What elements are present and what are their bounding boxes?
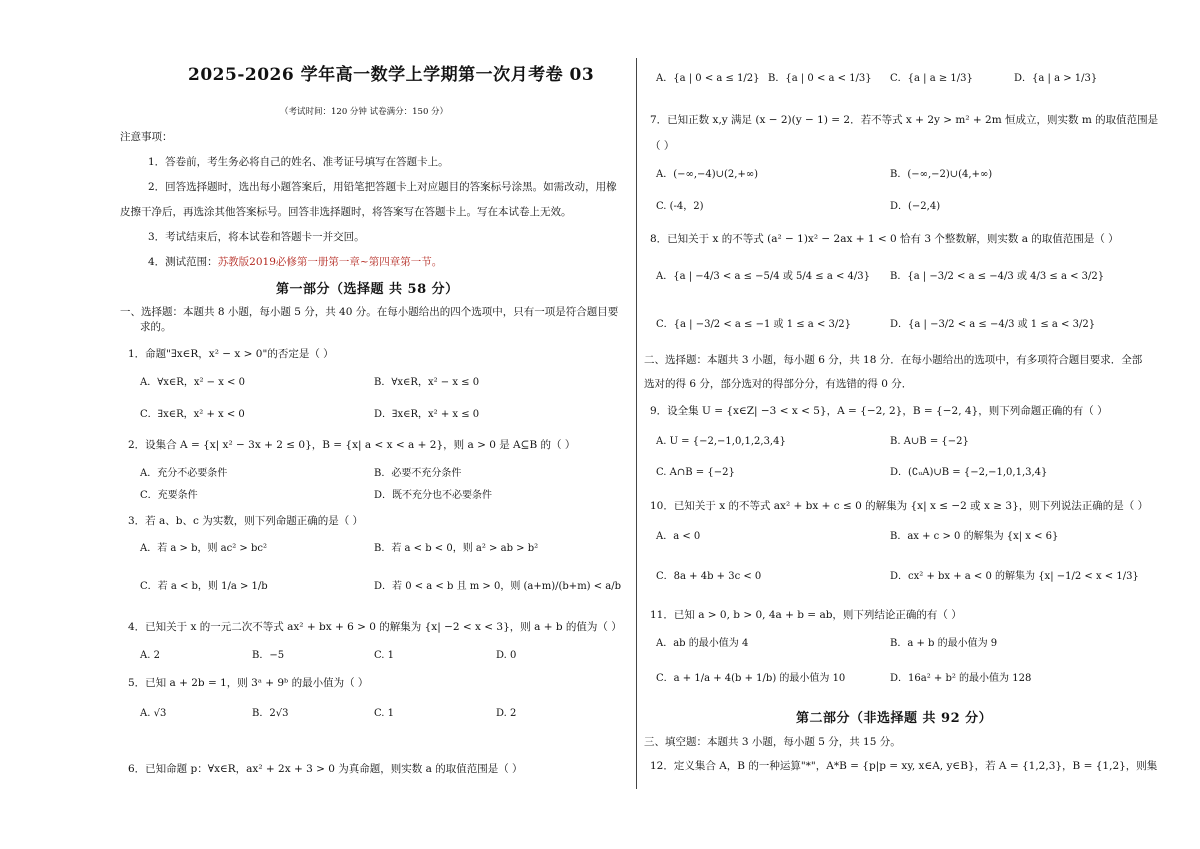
q3-option-c: C．若 a < b，则 1/a > 1/b xyxy=(140,581,268,592)
notice-2-cont: 皮擦干净后，再选涂其他答案标号。回答非选择题时，将答案写在答题卡上。写在本试卷上无效。 xyxy=(120,206,572,218)
q10-option-d: D．cx² + bx + a < 0 的解集为 {x| −1/2 < x < 1/3} xyxy=(890,571,1139,582)
q8-option-d: D．{a | −3/2 < a ≤ −4/3 或 1 ≤ a < 3/2} xyxy=(890,319,1096,330)
exam-subtitle: （考试时间：120 分钟 试卷满分：150 分） xyxy=(280,107,449,117)
q8-option-c: C．{a | −3/2 < a ≤ −1 或 1 ≤ a < 3/2} xyxy=(656,319,851,330)
question-1: 1．命题"∃x∈R，x² − x > 0"的否定是（ ） xyxy=(128,348,334,360)
q2-option-d: D．既不充分也不必要条件 xyxy=(374,490,493,501)
q2-option-b: B．必要不充分条件 xyxy=(374,468,462,479)
question-10: 10．已知关于 x 的不等式 ax² + bx + c ≤ 0 的解集为 {x| x ≤ −2 或 x ≥ 3}，则下列说法正确的是（ ） xyxy=(650,500,1149,512)
q6-option-d: D．{a | a > 1/3} xyxy=(1014,73,1098,84)
column-divider xyxy=(636,58,637,789)
notice-3: 3．考试结束后，将本试卷和答题卡一并交回。 xyxy=(148,231,365,243)
q6-option-c: C．{a | a ≥ 1/3} xyxy=(890,73,973,84)
q11-option-d: D．16a² + b² 的最小值为 128 xyxy=(890,673,1032,684)
q1-option-c: C．∃x∈R，x² + x < 0 xyxy=(140,409,245,420)
q3-option-b: B．若 a < b < 0，则 a² > ab > b² xyxy=(374,543,539,554)
q2-option-c: C．充要条件 xyxy=(140,490,198,501)
question-12: 12．定义集合 A，B 的一种运算"*"，A*B = {p|p = xy, x∈A, y∈B}，若 A = {1,2,3}，B = {1,2}，则集 xyxy=(650,760,1158,772)
q11-option-b: B．a + b 的最小值为 9 xyxy=(890,638,998,649)
notice-2: 2．回答选择题时，选出每小题答案后，用铅笔把答题卡上对应题目的答案标号涂黑。如需改动，用橡 xyxy=(148,181,617,193)
q5-option-a: A. √3 xyxy=(140,708,167,719)
q5-option-c: C. 1 xyxy=(374,708,395,719)
q2-option-a: A．充分不必要条件 xyxy=(140,468,228,479)
q1-option-b: B．∀x∈R，x² − x ≤ 0 xyxy=(374,377,480,388)
q3-option-a: A．若 a > b，则 ac² > bc² xyxy=(140,543,267,554)
question-9: 9．设全集 U = {x∈Z| −3 < x < 5}，A = {−2, 2}，B = {−2, 4}，则下列命题正确的有（ ） xyxy=(650,405,1108,417)
q4-option-d: D. 0 xyxy=(496,650,517,661)
q4-option-c: C. 1 xyxy=(374,650,395,661)
q10-option-a: A．a < 0 xyxy=(656,531,701,542)
q9-option-b: B. A∪B = {−2} xyxy=(890,436,969,447)
part-1b-desc-cont: 选对的得 6 分，部分选对的得部分分，有选错的得 0 分． xyxy=(644,378,913,390)
q11-option-c: C．a + 1/a + 4(b + 1/b) 的最小值为 10 xyxy=(656,673,846,684)
part-1-desc-cont: 求的。 xyxy=(140,321,172,333)
q9-option-a: A. U = {−2,−1,0,1,2,3,4} xyxy=(656,436,786,447)
q7-paren: （ ） xyxy=(650,140,675,152)
question-11: 11．已知 a > 0, b > 0, 4a + b = ab，则下列结论正确的有（ ） xyxy=(650,609,962,621)
part-1-heading: 第一部分（选择题 共 58 分） xyxy=(276,282,459,297)
question-2: 2．设集合 A = {x| x² − 3x + 2 ≤ 0}，B = {x| a < x < a + 2}，则 a > 0 是 A⊆B 的（ ） xyxy=(128,439,576,451)
q7-option-a: A．(−∞,−4)∪(2,+∞) xyxy=(656,169,759,180)
q7-option-b: B．(−∞,−2)∪(4,+∞) xyxy=(890,169,993,180)
q6-option-b: B．{a | 0 < a < 1/3} xyxy=(768,73,872,84)
q11-option-a: A．ab 的最小值为 4 xyxy=(656,638,749,649)
q5-option-b: B．2√3 xyxy=(252,708,289,719)
q8-option-b: B．{a | −3/2 < a ≤ −4/3 或 4/3 ≤ a < 3/2} xyxy=(890,271,1105,282)
part-2-heading: 第二部分（非选择题 共 92 分） xyxy=(796,711,993,726)
question-6: 6．已知命题 p：∀x∈R，ax² + 2x + 3 > 0 为真命题，则实数 a 的取值范围是（ ） xyxy=(128,763,523,775)
notice-1: 1．答卷前，考生务必将自己的姓名、准考证号填写在答题卡上。 xyxy=(148,156,449,168)
q4-option-b: B．−5 xyxy=(252,650,285,661)
question-8: 8．已知关于 x 的不等式 (a² − 1)x² − 2ax + 1 < 0 恰有 3 个整数解，则实数 a 的取值范围是（ ） xyxy=(650,233,1119,245)
question-5: 5．已知 a + 2b = 1，则 3ᵃ + 9ᵇ 的最小值为（ ） xyxy=(128,677,369,689)
question-4: 4．已知关于 x 的一元二次不等式 ax² + bx + 6 > 0 的解集为 {x| −2 < x < 3}，则 a + b 的值为（ ） xyxy=(128,621,622,633)
exam-title: 2025-2026 学年高一数学上学期第一次月考卷 03 xyxy=(188,65,595,85)
q10-option-c: C．8a + 4b + 3c < 0 xyxy=(656,571,762,582)
q3-option-d: D．若 0 < a < b 且 m > 0，则 (a+m)/(b+m) < a/b xyxy=(374,581,622,592)
q9-option-c: C. A∩B = {−2} xyxy=(656,467,735,478)
right-column xyxy=(644,0,1159,849)
q9-option-d: D．(∁ᵤA)∪B = {−2,−1,0,1,3,4} xyxy=(890,467,1048,478)
test-scope: 苏教版2019必修第一册第一章~第四章第一节。 xyxy=(217,256,443,268)
q6-option-a: A．{a | 0 < a ≤ 1/2} xyxy=(656,73,760,84)
q7-option-c: C. (-4，2) xyxy=(656,201,704,212)
q10-option-b: B．ax + c > 0 的解集为 {x| x < 6} xyxy=(890,531,1059,542)
left-column xyxy=(118,0,628,849)
q1-option-a: A．∀x∈R，x² − x < 0 xyxy=(140,377,245,388)
question-3: 3．若 a、b、c 为实数，则下列命题正确的是（ ） xyxy=(128,515,364,527)
q4-option-a: A. 2 xyxy=(140,650,160,661)
question-7: 7．已知正数 x,y 满足 (x − 2)(y − 1) = 2．若不等式 x + 2y > m² + 2m 恒成立，则实数 m 的取值范围是 xyxy=(650,114,1159,126)
q7-option-d: D．(−2,4) xyxy=(890,201,941,212)
q5-option-d: D. 2 xyxy=(496,708,517,719)
q8-option-a: A．{a | −4/3 < a ≤ −5/4 或 5/4 ≤ a < 4/3} xyxy=(656,271,870,282)
notice-4-prefix: 4．测试范围： xyxy=(148,256,218,268)
notice-heading: 注意事项： xyxy=(120,131,173,143)
part-2-desc: 三、填空题：本题共 3 小题，每小题 5 分，共 15 分。 xyxy=(644,736,901,748)
part-1-desc: 一、选择题：本题共 8 小题，每小题 5 分，共 40 分。在每小题给出的四个选项中，只有一项是符合题目要 xyxy=(120,306,619,318)
q1-option-d: D．∃x∈R，x² + x ≤ 0 xyxy=(374,409,480,420)
notice-4 xyxy=(148,255,442,269)
part-1b-desc: 二、选择题：本题共 3 小题，每小题 6 分，共 18 分．在每小题给出的选项中，有多项符合题目要求．全部 xyxy=(644,354,1143,366)
